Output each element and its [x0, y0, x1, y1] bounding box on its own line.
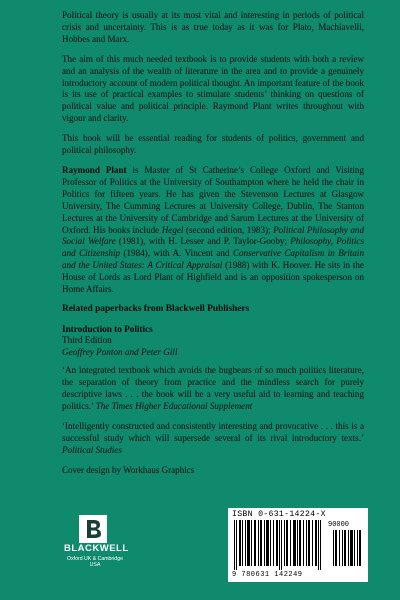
publisher-locations: Oxford UK & Cambridge USA — [67, 556, 123, 568]
barcode-block — [228, 508, 368, 582]
author-bio: Raymond Plant is Master of St Catherine’s College Oxford and Visiting Professor of Politics at the University of Southampton where he held the chair in Politics for fifteen years. He has given the Stevenson Lectures at Glasgow University, The Cumming Lectures at University College, Dublin, The Stanton Lectures at the University of Cambridge and Sarum Lectures at the University of Oxford. His books include Hegel (second edition, 1983); Political Philosophy and Social Welfare (1981), with H. Lesser and P. Taylor-Gooby; Philosophy, Politics and Citizenship (1984), with A. Vincent and Conservative Capitalism in Britain and the United States: A Critical Appraisal (1988) with K. Hoover. He sits in the House of Lords as Lord Plant of Highfield and is an opposition spokesperson on Home Affairs. — [62, 164, 364, 295]
quote-source: The Times Higher Educational Supplement — [95, 401, 253, 412]
intro-paragraph-2: The aim of this much needed textbook is to provide students with both a review and an analysis of the wealth of literature in the area and to provide a genuinely introductory account of modern political thought. An important feature of the book is its use of practical examples to stimulate students’ thinking on questions of political value and political principle. Raymond Plant writes throughout with vigour and clarity. — [62, 53, 364, 124]
related-book-authors: Geoffrey Ponton and Peter Gill — [62, 346, 178, 357]
related-book-title: Introduction to Politics — [62, 323, 153, 334]
price-code: 90000 — [328, 521, 350, 529]
related-heading: Related paperbacks from Blackwell Publishers — [62, 303, 250, 314]
ean-number: 9 780631 142249 — [232, 571, 303, 579]
blackwell-b-logo-icon — [79, 515, 107, 543]
intro-paragraph-1: Political theory is usually at its most vital and interesting in periods of political crisis and uncertainty. This is as true today as it was for Plato, Machiavelli, Hobbes and Marx. — [62, 10, 364, 44]
isbn-number: ISBN 0-631-14224-X — [232, 510, 326, 519]
related-book-edition: Third Edition — [62, 335, 112, 346]
review-quote-1: ‘An integrated textbook which avoids the bugbears of so much politics literature, the separation of theory from practice and the mindless search for purely descriptive laws . . . the book will be a very useful aid to learning and teaching politics.’ The Times Higher Educational Supplement — [62, 365, 364, 412]
book-title: Political Philosophy and Social Welfare — [62, 224, 364, 247]
author-name: Raymond Plant — [62, 164, 127, 175]
publisher-logo — [64, 515, 129, 577]
cover-design-credit: Cover design by Workhaus Graphics — [62, 464, 195, 475]
publisher-name: BLACKWELL — [64, 543, 129, 554]
back-cover-text — [62, 10, 364, 477]
book-title: Conservative Capitalism in Britain and the United States: A Critical Appraisal — [62, 248, 364, 271]
book-title: Philosophy, Politics and Citizenship — [62, 236, 364, 259]
intro-paragraph-3: This book will be essential reading for students of politics, government and political philosophy. — [62, 133, 364, 156]
book-title: Hegel — [161, 224, 184, 235]
quote-source: Political Studies — [62, 444, 122, 455]
review-quote-2: ‘Intelligently constructed and consistently interesting and provocative . . . this is a successful study which will supersede several of its rival introductory texts.’ Political Studies — [62, 420, 364, 455]
